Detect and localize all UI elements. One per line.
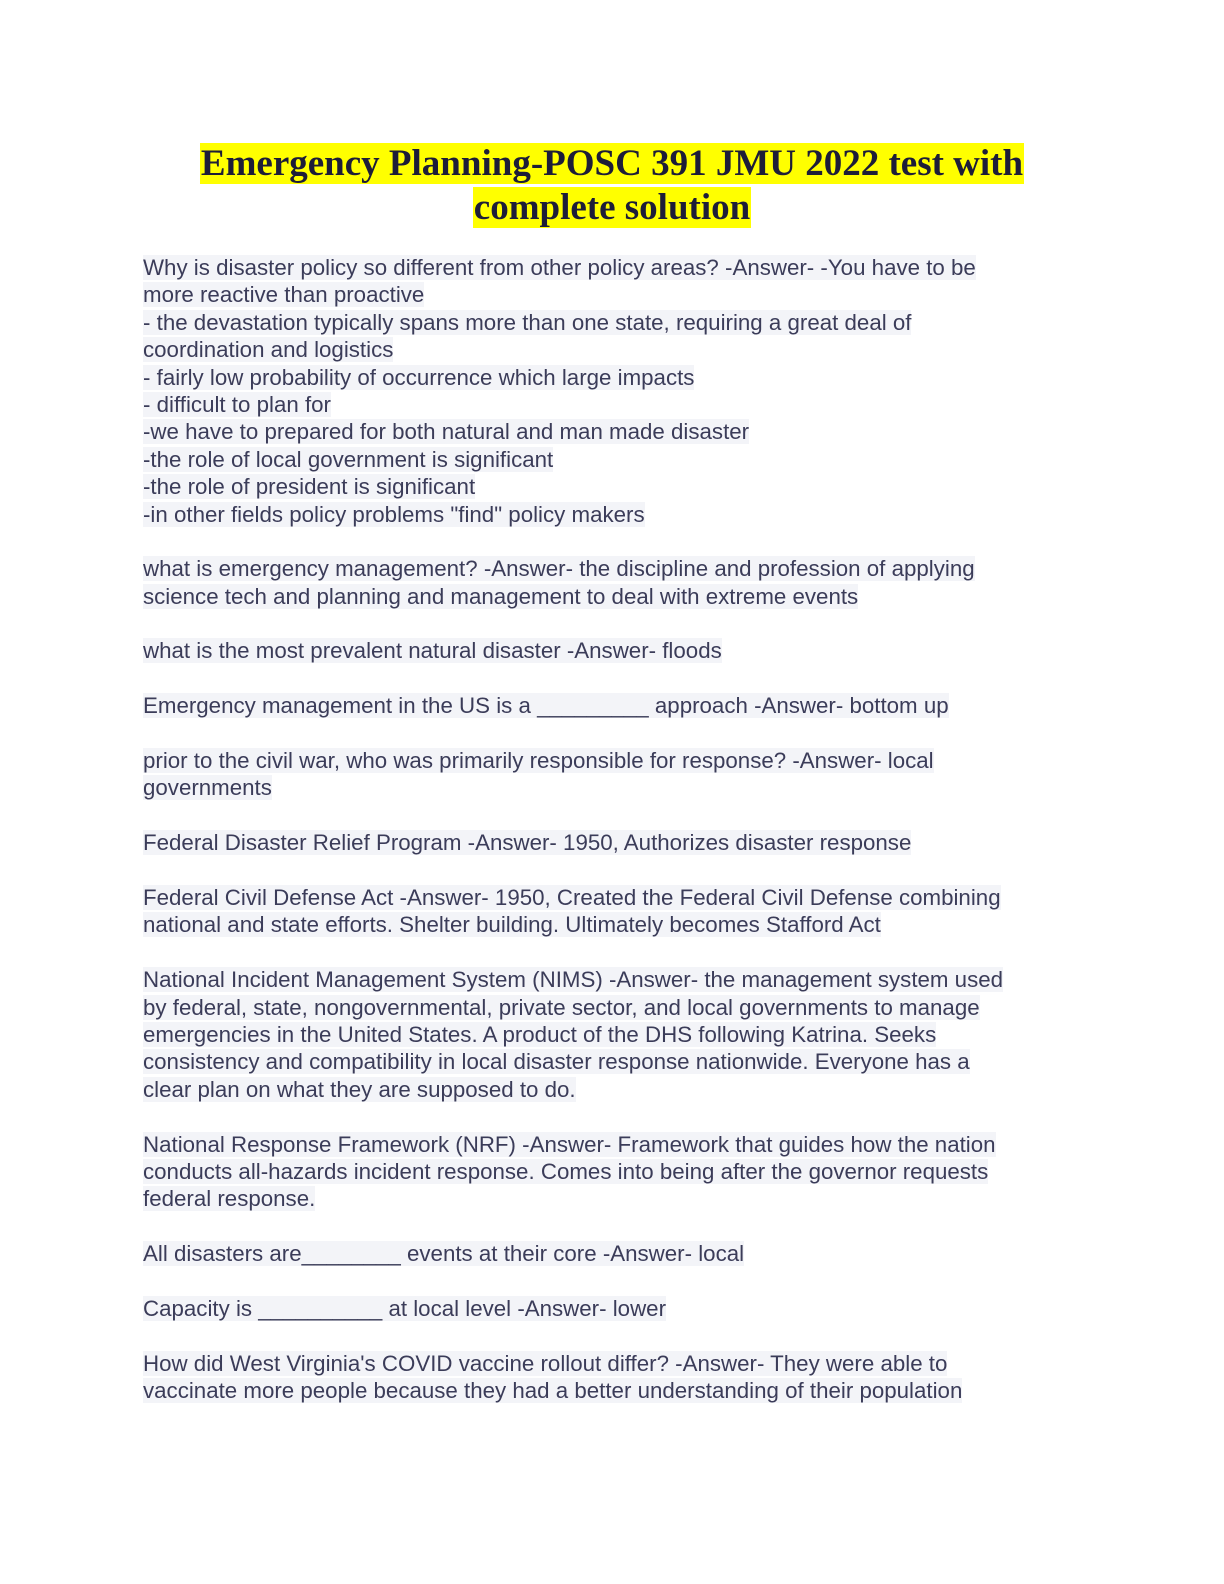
qa-block	[143, 1131, 1083, 1213]
qa-line-text: National Response Framework (NRF) -Answer- Framework that guides how the nation	[143, 1131, 996, 1157]
qa-line	[143, 446, 1083, 473]
qa-line	[143, 1377, 1083, 1404]
qa-line	[143, 254, 1083, 281]
title-line-text: Emergency Planning-POSC 391 JMU 2022 test with	[200, 143, 1024, 184]
qa-block	[143, 884, 1083, 939]
qa-line-text: - the devastation typically spans more than one state, requiring a great deal of	[143, 309, 912, 335]
qa-line-text: - difficult to plan for	[143, 391, 331, 417]
document-title	[0, 142, 1224, 230]
qa-line	[143, 501, 1083, 528]
qa-line-text: emergencies in the United States. A product of the DHS following Katrina. Seeks	[143, 1021, 937, 1047]
qa-line-text: science tech and planning and management to deal with extreme events	[143, 583, 859, 609]
qa-line-text: -the role of president is significant	[143, 474, 476, 500]
title-line-text: complete solution	[473, 187, 751, 228]
qa-line	[143, 1048, 1083, 1075]
qa-line-text: what is emergency management? -Answer- the discipline and profession of applying	[143, 556, 975, 582]
qa-line-text: clear plan on what they are supposed to do.	[143, 1076, 576, 1102]
qa-line	[143, 309, 1083, 336]
qa-line	[143, 1350, 1083, 1377]
qa-line-text: vaccinate more people because they had a better understanding of their population	[143, 1378, 963, 1404]
qa-line-text: prior to the civil war, who was primarily responsible for response? -Answer- local	[143, 748, 934, 774]
qa-line	[143, 1240, 1083, 1267]
qa-line-text: conducts all-hazards incident response. Comes into being after the governor requests	[143, 1158, 989, 1184]
title-line	[0, 142, 1224, 186]
qa-block	[143, 254, 1083, 528]
qa-line	[143, 473, 1083, 500]
qa-line	[143, 966, 1083, 993]
qa-block	[143, 966, 1083, 1103]
qa-line	[143, 1158, 1083, 1185]
qa-line	[143, 555, 1083, 582]
qa-line-text: Capacity is __________ at local level -Answer- lower	[143, 1295, 667, 1321]
qa-line-text: Federal Civil Defense Act -Answer- 1950, Created the Federal Civil Defense combining	[143, 884, 1001, 910]
qa-line-text: more reactive than proactive	[143, 282, 425, 308]
qa-line-text: National Incident Management System (NIMS) -Answer- the management system used	[143, 967, 1004, 993]
qa-line	[143, 364, 1083, 391]
qa-line-text: -in other fields policy problems "find" policy makers	[143, 501, 645, 527]
qa-line-text: All disasters are________ events at their core -Answer- local	[143, 1241, 745, 1267]
qa-line	[143, 1021, 1083, 1048]
qa-line	[143, 637, 1083, 664]
qa-line	[143, 583, 1083, 610]
qa-block	[143, 1350, 1083, 1405]
qa-line	[143, 994, 1083, 1021]
qa-block	[143, 555, 1083, 610]
qa-block	[143, 829, 1083, 856]
qa-block	[143, 637, 1083, 664]
qa-line-text: national and state efforts. Shelter building. Ultimately becomes Stafford Act	[143, 912, 881, 938]
qa-line	[143, 1076, 1083, 1103]
qa-line-text: by federal, state, nongovernmental, private sector, and local governments to manage	[143, 994, 980, 1020]
qa-line	[143, 911, 1083, 938]
qa-block	[143, 1295, 1083, 1322]
qa-line	[143, 774, 1083, 801]
qa-line	[143, 1185, 1083, 1212]
qa-line-text: - fairly low probability of occurrence which large impacts	[143, 364, 695, 390]
qa-line-text: -the role of local government is significant	[143, 446, 554, 472]
qa-line-text: How did West Virginia's COVID vaccine rollout differ? -Answer- They were able to	[143, 1350, 948, 1376]
qa-block	[143, 1240, 1083, 1267]
qa-line	[143, 336, 1083, 363]
qa-line	[143, 747, 1083, 774]
qa-line-text: federal response.	[143, 1186, 316, 1212]
qa-line-text: coordination and logistics	[143, 337, 394, 363]
qa-line-text: Emergency management in the US is a _________ approach -Answer- bottom up	[143, 693, 949, 719]
qa-line	[143, 1295, 1083, 1322]
qa-line-text: consistency and compatibility in local disaster response nationwide. Everyone has a	[143, 1049, 970, 1075]
qa-line-text: governments	[143, 775, 272, 801]
qa-line-text: Federal Disaster Relief Program -Answer- 1950, Authorizes disaster response	[143, 830, 912, 856]
qa-line	[143, 391, 1083, 418]
qa-line	[143, 884, 1083, 911]
qa-block	[143, 692, 1083, 719]
qa-line	[143, 829, 1083, 856]
title-line	[0, 186, 1224, 230]
document-body	[143, 254, 1083, 1432]
qa-line	[143, 1131, 1083, 1158]
qa-line	[143, 692, 1083, 719]
qa-block	[143, 747, 1083, 802]
qa-line	[143, 281, 1083, 308]
qa-line	[143, 418, 1083, 445]
qa-line-text: Why is disaster policy so different from other policy areas? -Answer- -You have to be	[143, 255, 976, 280]
qa-line-text: what is the most prevalent natural disaster -Answer- floods	[143, 638, 722, 664]
qa-line-text: -we have to prepared for both natural and man made disaster	[143, 419, 750, 445]
